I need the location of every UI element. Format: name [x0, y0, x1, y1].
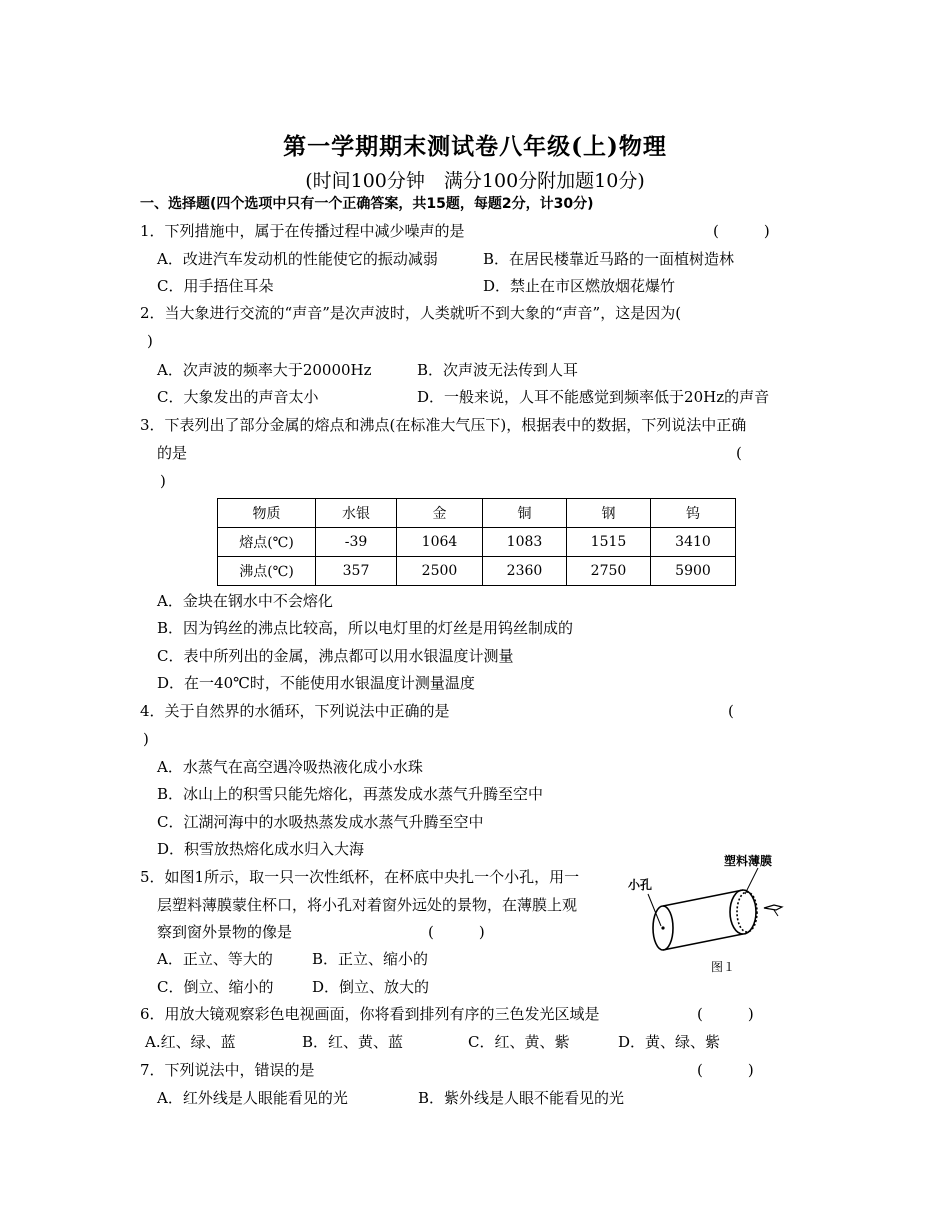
film-pointer	[745, 868, 758, 894]
question-6-stem: 6．用放大镜观察彩色电视画面，你将看到排列有序的三色发光区域是	[140, 1005, 600, 1023]
question-7-answer-paren: ( )	[697, 1061, 754, 1079]
question-6-answer-paren: ( )	[697, 1005, 754, 1023]
table-cell: 2360	[483, 557, 567, 586]
page-title: 第一学期期末测试卷八年级(上)物理	[283, 133, 667, 160]
question-5-line-1: 5．如图1所示，取一只一次性纸杯，在杯底中央扎一个小孔，用一	[140, 868, 580, 886]
table-cell: 钢	[567, 499, 651, 528]
question-1-option-d: D．禁止在市区燃放烟花爆竹	[483, 277, 676, 295]
question-5-line-3: 察到窗外景物的像是	[157, 923, 293, 941]
question-6-option-b: B．红、黄、蓝	[302, 1033, 404, 1051]
question-3-paren-open: (	[736, 444, 742, 462]
question-5-option-b: B．正立、缩小的	[312, 950, 429, 968]
table-cell: 物质	[218, 499, 316, 528]
question-3-option-b: B．因为钨丝的沸点比较高，所以电灯里的灯丝是用钨丝制成的	[157, 619, 574, 637]
question-4-paren-close: )	[143, 730, 149, 748]
table-cell: 水银	[316, 499, 397, 528]
table-cell: 2500	[397, 557, 483, 586]
table-cell: 1064	[397, 528, 483, 557]
pinhole-dot	[661, 926, 664, 929]
figure-label-hole: 小孔	[628, 878, 653, 892]
table-cell: 357	[316, 557, 397, 586]
table-cell: 熔点(℃)	[218, 528, 316, 557]
table-cell: 金	[397, 499, 483, 528]
question-3-stem: 3．下表列出了部分金属的熔点和沸点(在标准大气压下)，根据表中的数据，下列说法中正确	[140, 416, 747, 434]
question-3-paren-close: )	[160, 472, 166, 490]
question-5-option-d: D．倒立、放大的	[312, 978, 430, 996]
question-2-option-b: B．次声波无法传到人耳	[417, 361, 579, 379]
table-cell: 铜	[483, 499, 567, 528]
question-2-stem: 2．当大象进行交流的“声音”是次声波时，人类就听不到大象的“声音”，这是因为(	[140, 304, 682, 322]
question-3-option-c: C．表中所列出的金属，沸点都可以用水银温度计测量	[157, 647, 514, 665]
question-1-stem: 1．下列措施中，属于在传播过程中减少噪声的是	[140, 222, 465, 240]
figure-caption: 图１	[711, 960, 736, 974]
question-6-option-d: D．黄、绿、紫	[618, 1033, 721, 1051]
question-4-stem: 4．关于自然界的水循环，下列说法中正确的是	[140, 702, 450, 720]
question-7-option-b: B．紫外线是人眼不能看见的光	[418, 1089, 625, 1107]
section-heading: 一、选择题(四个选项中只有一个正确答案，共15题，每题2分，计30分)	[140, 196, 594, 212]
question-1-option-a: A．改进汽车发动机的性能使它的振动减弱	[157, 250, 438, 268]
table-row	[218, 557, 736, 586]
question-1-answer-paren: ( )	[713, 222, 770, 240]
question-3-option-d: D．在一40℃时，不能使用水银温度计测量温度	[157, 674, 475, 692]
question-3-stem-cont: 的是	[157, 444, 188, 462]
question-4-option-b: B．冰山上的积雪只能先熔化，再蒸发成水蒸气升腾至空中	[157, 785, 544, 803]
question-2-paren-close: )	[147, 332, 153, 350]
table-header-row	[218, 499, 736, 528]
table-cell: 钨	[651, 499, 736, 528]
page-subtitle: (时间100分钟 满分100分附加题10分)	[305, 170, 645, 192]
question-7-option-a: A．红外线是人眼能看见的光	[157, 1089, 348, 1107]
question-5-option-c: C．倒立、缩小的	[157, 978, 274, 996]
table-cell: 2750	[567, 557, 651, 586]
table-cell: 沸点(℃)	[218, 557, 316, 586]
question-4-option-d: D．积雪放热熔化成水归入大海	[157, 840, 365, 858]
question-1-option-c: C．用手捂住耳朵	[157, 277, 274, 295]
question-4-option-a: A．水蒸气在高空遇冷吸热液化成小水珠	[157, 758, 423, 776]
question-5-answer-paren: ( )	[428, 923, 485, 941]
table-cell: 3410	[651, 528, 736, 557]
figure-label-film: 塑料薄膜	[724, 854, 773, 868]
question-1-option-b: B．在居民楼靠近马路的一面植树造林	[483, 250, 735, 268]
question-5-line-2: 层塑料薄膜蒙住杯口，将小孔对着窗外远处的景物，在薄膜上观	[157, 896, 578, 914]
table-cell: 1515	[567, 528, 651, 557]
question-6-option-a: A.红、绿、蓝	[145, 1033, 236, 1051]
plastic-film	[737, 892, 757, 932]
question-6-option-c: C．红、黄、紫	[468, 1033, 570, 1051]
question-2-option-a: A．次声波的频率大于20000Hz	[157, 361, 372, 379]
melting-boiling-table	[217, 498, 736, 586]
question-2-option-d: D．一般来说，人耳不能感觉到频率低于20Hz的声音	[417, 388, 770, 406]
cup-mouth-ellipse	[730, 890, 756, 934]
scene-object-icon	[764, 905, 782, 910]
hole-pointer	[648, 894, 661, 926]
scene-object-stroke	[774, 910, 778, 916]
cup-bottom-edge	[663, 934, 743, 950]
table-row	[218, 528, 736, 557]
question-3-option-a: A．金块在钢水中不会熔化	[157, 592, 333, 610]
table-cell: 5900	[651, 557, 736, 586]
question-5-option-a: A．正立、等大的	[157, 950, 273, 968]
question-4-option-c: C．江湖河海中的水吸热蒸发成水蒸气升腾至空中	[157, 813, 484, 831]
question-7-stem: 7．下列说法中，错误的是	[140, 1061, 315, 1079]
question-2-option-c: C．大象发出的声音太小	[157, 388, 319, 406]
table-cell: 1083	[483, 528, 567, 557]
question-4-paren-open: (	[728, 702, 734, 720]
table-cell: -39	[316, 528, 397, 557]
